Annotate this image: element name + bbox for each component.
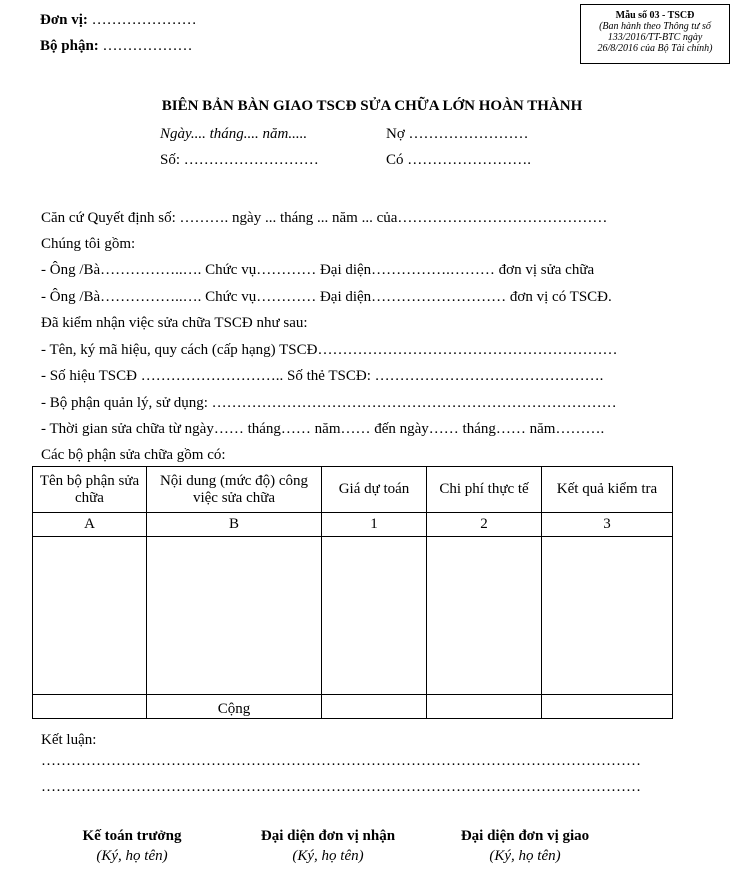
body-line: - Tên, ký mã hiệu, quy cách (cấp hạng) TSCĐ…………………………………………………… xyxy=(41,342,618,358)
body-line: - Thời gian sửa chữa từ ngày…… tháng…… năm…… đến ngày…… tháng…… năm………. xyxy=(41,421,605,437)
table-header: Nội dung (mức độ) công việc sửa chữa xyxy=(147,467,322,513)
signature-title: Kế toán trưởng xyxy=(82,828,182,844)
total-label: Cộng xyxy=(147,695,322,719)
conclusion-label: Kết luận: xyxy=(41,732,97,748)
column-code: 1 xyxy=(322,513,427,537)
column-code: B xyxy=(147,513,322,537)
signature-title: Đại diện đơn vị giao xyxy=(460,828,590,844)
table-header: Giá dự toán xyxy=(322,467,427,513)
signature-note: (Ký, họ tên) xyxy=(292,848,364,864)
body-line: - Bộ phận quản lý, sử dụng: ……………………………………………………………………… xyxy=(41,395,617,411)
table-code-row xyxy=(33,513,673,537)
table-cell[interactable] xyxy=(322,695,427,719)
table-cell[interactable] xyxy=(427,537,542,695)
unit-dots: ………………… xyxy=(91,12,197,28)
number-line: Số: ……………………… xyxy=(160,152,319,168)
document-title: BIÊN BẢN BÀN GIAO TSCĐ SỬA CHỮA LỚN HOÀN THÀNH xyxy=(161,98,583,114)
column-code: 2 xyxy=(427,513,542,537)
signature-title: Đại diện đơn vị nhận xyxy=(260,828,396,844)
column-code: 3 xyxy=(542,513,673,537)
body-line: - Ông /Bà……………..…. Chức vụ………… Đại diện……………………… đơn vị có TSCĐ. xyxy=(41,289,612,305)
table-cell[interactable] xyxy=(542,537,673,695)
signature-chief-accountant xyxy=(32,828,232,865)
table-cell[interactable] xyxy=(33,695,147,719)
column-code: A xyxy=(33,513,147,537)
form-note-1: (Ban hành theo Thông tư số xyxy=(599,21,711,32)
department-label: Bộ phận: xyxy=(40,38,99,54)
department-line xyxy=(40,38,193,55)
table-header: Kết quả kiểm tra xyxy=(542,467,673,513)
unit-label: Đơn vị: xyxy=(40,12,88,28)
body-line: - Số hiệu TSCĐ ……………………….. Số thẻ TSCĐ: ………………………………………. xyxy=(41,368,604,384)
repair-parts-table xyxy=(32,466,673,719)
form-code-box xyxy=(580,4,730,64)
signature-note: (Ký, họ tên) xyxy=(489,848,561,864)
table-cell[interactable] xyxy=(147,537,322,695)
table-header: Chi phí thực tế xyxy=(427,467,542,513)
date-line: Ngày.... tháng.... năm..... xyxy=(160,126,308,142)
unit-line xyxy=(40,12,197,29)
table-cell[interactable] xyxy=(322,537,427,695)
conclusion-dots-2: ………………………………………………………………………………………………………… xyxy=(41,779,641,795)
body-line: - Ông /Bà……………..…. Chức vụ………… Đại diện…………….……… đơn vị sửa chữa xyxy=(41,262,595,278)
signature-delivering-unit xyxy=(425,828,625,865)
body-line: Các bộ phận sửa chữa gồm có: xyxy=(41,447,226,463)
conclusion-dots-1: ………………………………………………………………………………………………………… xyxy=(41,753,641,769)
table-total-row xyxy=(33,695,673,719)
table-cell[interactable] xyxy=(427,695,542,719)
form-code: Mẫu số 03 - TSCĐ xyxy=(615,10,695,21)
table-cell[interactable] xyxy=(33,537,147,695)
signature-note: (Ký, họ tên) xyxy=(96,848,168,864)
table-header-row xyxy=(33,467,673,513)
body-line: Chúng tôi gồm: xyxy=(41,236,136,252)
table-cell[interactable] xyxy=(542,695,673,719)
table-header: Tên bộ phận sửa chữa xyxy=(33,467,147,513)
form-note-3: 26/8/2016 của Bộ Tài chính) xyxy=(597,43,713,54)
form-note-2: 133/2016/TT-BTC ngày xyxy=(607,32,703,43)
signature-receiving-unit xyxy=(228,828,428,865)
department-dots: ……………… xyxy=(102,38,193,54)
debit-line: Nợ …………………… xyxy=(386,126,529,142)
table-row xyxy=(33,537,673,695)
body-line: Căn cứ Quyết định số: ………. ngày ... tháng ... năm ... của…………………………………… xyxy=(41,210,608,226)
body-line: Đã kiểm nhận việc sửa chữa TSCĐ như sau: xyxy=(41,315,308,331)
credit-line: Có ……………………. xyxy=(386,152,532,168)
